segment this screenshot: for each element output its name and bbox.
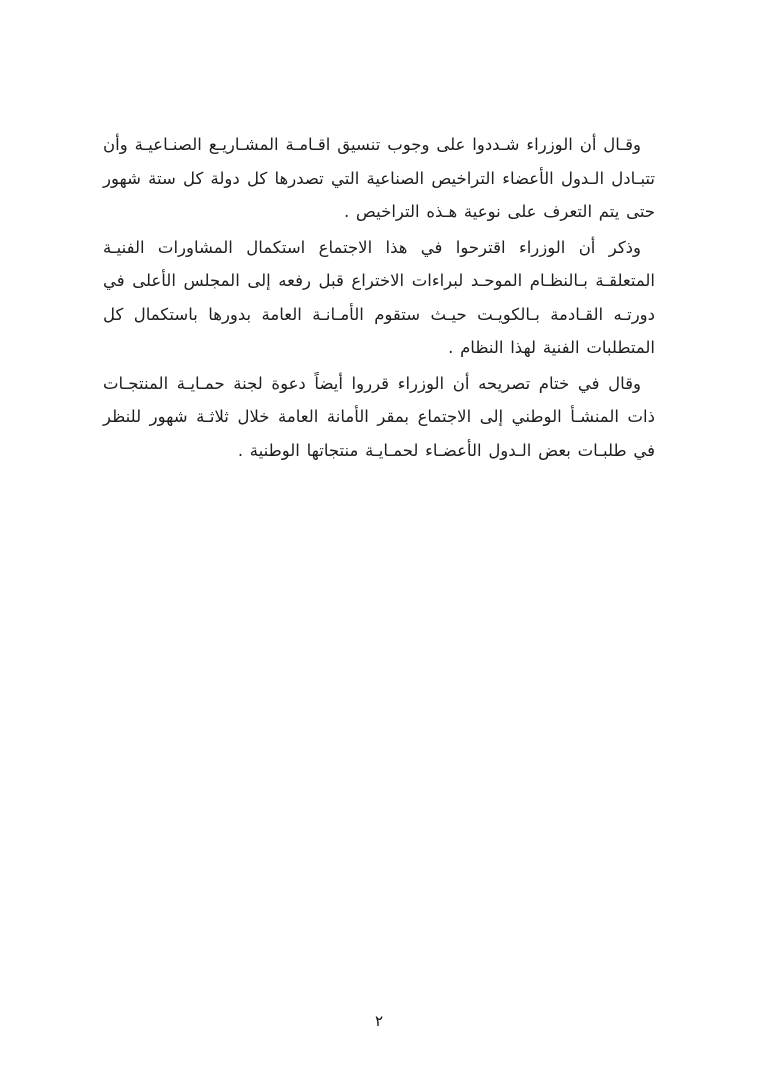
paragraph-3: وقال في ختام تصريحه أن الوزراء قرروا أيضاً دعوة لجنة حمـايـة المنتجـات ذات المنشـأ الوطني إلى الاجتماع بمقر الأمانة العامة خلال ثلاثـة شهور للنظر في طلبـات بعض الـدول الأعضـاء لحمـايـة منتجاتها الوطنية . bbox=[103, 373, 655, 460]
page-number: ٢ bbox=[374, 1012, 384, 1030]
document-body bbox=[103, 128, 655, 469]
paragraph-1: وقـال أن الوزراء شـددوا على وجوب تنسيق اقـامـة المشـاريـع الصنـاعيـة وأن تتبـادل الـدول الأعضاء التراخيص الصناعية التي تصدرها كل دولة كل ستة شهور حتى يتم التعرف على نوعية هـذه التراخيص . bbox=[103, 135, 655, 221]
paragraph-2: وذكر أن الوزراء اقترحوا في هذا الاجتماع استكمال المشاورات الفنيـة المتعلقـة بـالنظـام الموحـد لبراءات الاختراع قبل رفعه إلى المجلس الأعلى في دورتـه القـادمة بـالكويـت حيـث ستقوم الأمـانـة العامة بدورها باستكمال كل المتطلبات الفنية لهذا النظام . bbox=[103, 237, 655, 357]
